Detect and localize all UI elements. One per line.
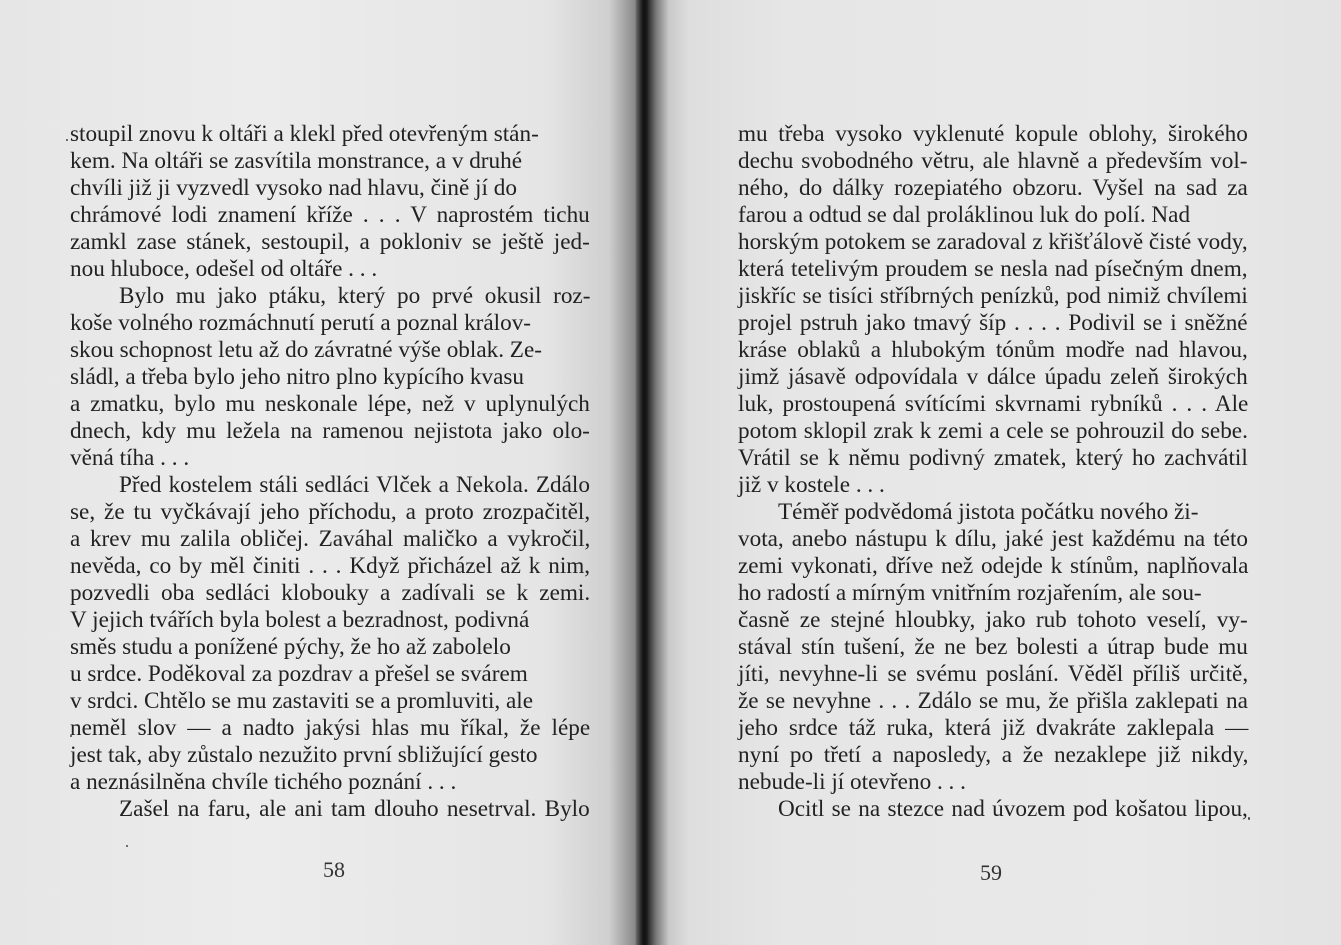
- text-line: Ocitl se na stezce nad úvozem pod košatou lipou,: [778, 796, 1248, 822]
- page-number-left: 58: [323, 857, 345, 882]
- text-line: věná tíha . . .: [70, 445, 190, 471]
- text-line: potom sklopil zrak k zemi a cele se pohrouzil do sebe.: [738, 418, 1248, 444]
- text-line: ho radostí a mírným vnitřním rozjařením, ale sou-: [738, 580, 1202, 606]
- text-line: Téměř podvědomá jistota počátku nového ži-: [778, 499, 1199, 525]
- text-line: nou hluboce, odešel od oltáře . . .: [70, 256, 378, 282]
- text-line: která tetelivým proudem se nesla nad písečným dnem,: [738, 256, 1248, 282]
- text-line: stával stín tušení, že ne bez bolesti a útrap bude mu: [738, 634, 1248, 660]
- text-line: ného, do dálky rozepiatého obzoru. Vyšel na sad za: [738, 175, 1248, 201]
- text-line: sládl, a třeba bylo jeho nitro plno kypícího kvasu: [70, 364, 525, 390]
- text-line: a neznásilněna chvíle tichého poznání . . .: [70, 769, 457, 795]
- text-line: u srdce. Poděkoval za pozdrav a přešel se svárem: [70, 661, 528, 687]
- text-line: jeho srdce táž ruka, která již dvakráte zaklepala —: [738, 715, 1249, 741]
- text-line: Před kostelem stáli sedláci Vlček a Nekola. Zdálo: [119, 472, 590, 498]
- text-line: V jejich tvářích byla bolest a bezradnost, podivná: [70, 607, 530, 633]
- text-line: Bylo mu jako ptáku, který po prvé okusil roz-: [119, 283, 591, 309]
- text-line: jest tak, aby zůstalo nezužito první sbližující gesto: [70, 742, 538, 768]
- text-line: dechu svobodného větru, ale hlavně a především vol-: [738, 148, 1248, 174]
- text-line: se, že tu vyčkávají jeho příchodu, a proto zrozpačitěl,: [70, 499, 591, 525]
- text-line: jiskříc se tisíci stříbrných penízků, pod nimiž chvílemi: [738, 283, 1248, 309]
- paper-speck: [1248, 817, 1250, 820]
- text-line: že se nevyhne . . . Zdálo se mu, že přišla zaklepati na: [738, 688, 1248, 714]
- text-line: neměl slov — a nadto jakýsi hlas mu říkal, že lépe: [70, 715, 591, 741]
- text-line: chrámové lodi znamení kříže . . . V naprostém tichu: [70, 202, 590, 228]
- text-line: kráse oblaků a hlubokým tónům modře nad hlavou,: [738, 337, 1248, 363]
- text-line: jimž jásavě odpovídala v dálce úpadu zeleň širokých: [738, 364, 1248, 390]
- text-line: chvíli již ji vyzvedl vysoko nad hlavu, čině jí do: [70, 175, 517, 201]
- text-line: zemi vykonati, dříve než odejde k stínům, naplňovala: [738, 553, 1249, 579]
- text-line: v srdci. Chtělo se mu zastaviti se a promluviti, ale: [70, 688, 534, 714]
- text-line: časně ze stejné hloubky, jako rub tohoto veselí, vy-: [738, 607, 1248, 633]
- text-line: Zašel na faru, ale ani tam dlouho nesetrval. Bylo: [119, 796, 590, 822]
- text-line: farou a odtud se dal proláklinou luk do polí. Nad: [738, 202, 1191, 228]
- page-number-right: 59: [980, 860, 1002, 885]
- text-line: luk, prostoupená svítícími skvrnami rybníků . . . Ale: [738, 391, 1249, 417]
- text-line: nevěda, co by měl činiti . . . Když přicházel až k nim,: [70, 553, 591, 579]
- text-line: jíti, nevyhne-li se svému poslání. Věděl příliš určitě,: [738, 661, 1249, 687]
- text-line: pozvedli oba sedláci klobouky a zadívali se k zemi.: [70, 580, 591, 606]
- text-line: koše volného rozmáchnutí perutí a poznal králov-: [70, 310, 532, 336]
- text-line: nyní po třetí a naposledy, a že nezaklepe již nikdy,: [738, 742, 1249, 768]
- text-line: skou schopnost letu až do závratné výše oblak. Ze-: [70, 337, 542, 363]
- text-line: stoupil znovu k oltáři a klekl před otevřeným stán-: [70, 121, 539, 147]
- text-line: vota, anebo nástupu k dílu, jaké jest každému na této: [738, 526, 1248, 552]
- text-line: a krev mu zalila obličej. Zaváhal maličko a vykročil,: [70, 526, 591, 552]
- text-line: projel pstruh jako tmavý šíp . . . . Podivil se i sněžné: [738, 310, 1248, 336]
- text-line: mu třeba vysoko vyklenuté kopule oblohy, širokého: [738, 121, 1248, 147]
- text-line: a zmatku, bylo mu neskonale lépe, než v uplynulých: [70, 391, 590, 417]
- text-line: horským potokem se zaradoval z křišťálově čisté vody,: [738, 229, 1248, 255]
- text-line: již v kostele . . .: [738, 472, 885, 498]
- text-line: zamkl zase stánek, sestoupil, a pokloniv se ještě jed-: [70, 229, 590, 255]
- paper-speck: [66, 139, 68, 141]
- text-line: nebude-li jí otevřeno . . .: [738, 769, 966, 795]
- text-line: kem. Na oltáři se zasvítila monstrance, a v druhé: [70, 148, 522, 174]
- paper-speck: [126, 845, 128, 847]
- text-line: směs studu a ponížené pýchy, že ho až zabolelo: [70, 634, 511, 660]
- text-line: dnech, kdy mu ležela na ramenou nejistota jako olo-: [70, 418, 590, 444]
- text-line: Vrátil se k němu podivný zmatek, který ho zachvátil: [738, 445, 1248, 471]
